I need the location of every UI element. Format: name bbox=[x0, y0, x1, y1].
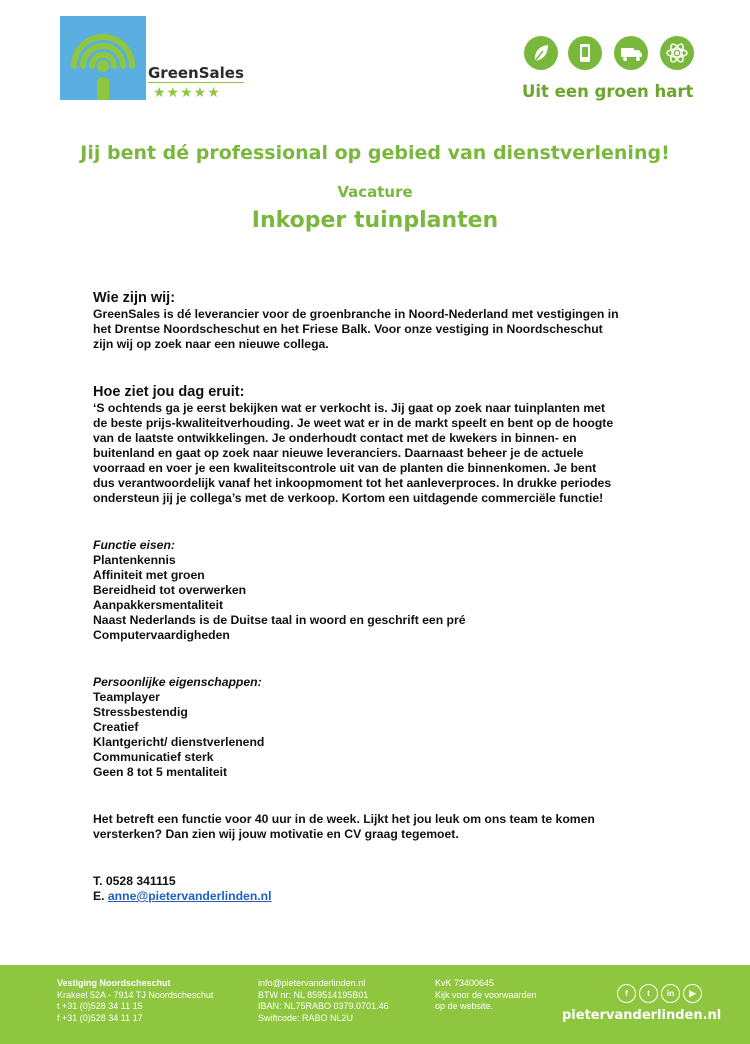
headline: Jij bent dé professional op gebied van dienstverlening! bbox=[80, 142, 670, 164]
contact-email-line bbox=[93, 889, 673, 904]
tagline-logo bbox=[518, 36, 698, 108]
footer-kvk bbox=[435, 978, 537, 1013]
text-line: zijn wij op zoek naar een nieuwe collega. bbox=[93, 337, 329, 351]
tagline: Uit een groen hart bbox=[522, 82, 694, 101]
text-line: van de laatste ontwikkelingen. Je onderhoudt contact met de kwekers in binnen- en bbox=[93, 431, 577, 445]
brand-name: GreenSales bbox=[148, 64, 244, 82]
list-item: Bereidheid tot overwerken bbox=[93, 583, 247, 597]
atom-icon bbox=[660, 36, 694, 70]
list-item: Communicatief sterk bbox=[93, 750, 214, 764]
traits-list bbox=[93, 690, 673, 780]
linkedin-icon[interactable]: in bbox=[661, 984, 680, 1003]
logo-mark bbox=[60, 16, 146, 100]
section-heading-who: Wie zijn wij: bbox=[93, 290, 176, 306]
social-links bbox=[617, 984, 705, 1004]
phone-icon bbox=[568, 36, 602, 70]
vacancy-label: Vacature bbox=[337, 183, 413, 201]
text-line: Het betreft een functie voor 40 uur in de week. Lijkt het jou leuk om ons team te komen bbox=[93, 812, 595, 826]
text-line: het Drentse Noordscheschut en het Friese Balk. Voor onze vestiging in Noordscheschut bbox=[93, 322, 603, 336]
text-line: buitenland en gaat op zoek naar nieuwe leveranciers. Daarnaast beheer je de actuele bbox=[93, 446, 584, 460]
list-item: Stressbestendig bbox=[93, 705, 188, 719]
leaf-icon bbox=[524, 36, 558, 70]
footer-line: KvK 73400645 bbox=[435, 978, 495, 988]
text-line: voorraad en voer je een kwaliteitscontrole uit van de planten die binnenkomen. Je bent bbox=[93, 461, 597, 475]
list-item: Geen 8 tot 5 mentaliteit bbox=[93, 765, 228, 779]
section-who-text bbox=[93, 307, 673, 352]
email-prefix: E. bbox=[93, 889, 105, 903]
text-line: GreenSales is dé leverancier voor de groenbranche in Noord-Nederland met vestigingen in bbox=[93, 307, 619, 321]
list-item: Aanpakkersmentaliteit bbox=[93, 598, 224, 612]
text-line: de beste prijs-kwaliteitverhouding. Je weet wat er in de markt speelt en bent op de hoogte bbox=[93, 416, 614, 430]
requirements-list bbox=[93, 553, 673, 643]
footer-email[interactable]: info@pietervanderlinden.nl bbox=[258, 978, 366, 988]
section-heading-traits: Persoonlijke eigenschappen: bbox=[93, 675, 262, 689]
footer-line: t +31 (0)528 34 11 15 bbox=[57, 1001, 143, 1011]
footer-company-info bbox=[258, 978, 389, 1024]
contact-block bbox=[93, 874, 673, 904]
truck-icon bbox=[614, 36, 648, 70]
text-line: versterken? Dan zien wij jouw motivatie en CV graag tegemoet. bbox=[93, 827, 459, 841]
list-item: Teamplayer bbox=[93, 690, 160, 704]
footer-line: BTW nr: NL 859514195B01 bbox=[258, 989, 369, 1000]
list-item: Plantenkennis bbox=[93, 553, 176, 567]
footer-line: op de website. bbox=[435, 1001, 494, 1011]
section-heading-day: Hoe ziet jou dag eruit: bbox=[93, 384, 245, 400]
brand-underline bbox=[148, 82, 244, 83]
footer-location-title: Vestiging Noordscheschut bbox=[57, 978, 171, 988]
list-item: Klantgericht/ dienstverlenend bbox=[93, 735, 265, 749]
vacancy-content bbox=[93, 290, 673, 904]
footer-line: IBAN: NL75RABO 0379.0701.46 bbox=[258, 1001, 389, 1011]
footer-website[interactable]: pietervanderlinden.nl bbox=[562, 1008, 722, 1023]
contact-phone: T. 0528 341115 bbox=[93, 874, 176, 888]
youtube-icon[interactable]: ▶ bbox=[683, 984, 702, 1003]
footer-line: Swiftcode: RABO NL2U bbox=[258, 1012, 354, 1023]
footer bbox=[0, 965, 750, 1044]
footer-line: Kijk voor de voorwaarden bbox=[435, 989, 537, 1000]
brand-stars: ★★★★★ bbox=[153, 84, 221, 100]
facebook-icon[interactable]: f bbox=[617, 984, 636, 1003]
footer-line: Krakeel 52A - 7914 TJ Noordscheschut bbox=[57, 989, 214, 1000]
text-line: ondersteun jij je collega’s met de verkoop. Kortom een uitdagende commerciële functie! bbox=[93, 491, 604, 505]
footer-line: f +31 (0)528 34 11 17 bbox=[57, 1012, 143, 1023]
list-item: Computervaardigheden bbox=[93, 628, 230, 642]
greensales-logo bbox=[60, 16, 245, 102]
job-title: Inkoper tuinplanten bbox=[251, 208, 499, 233]
twitter-icon[interactable]: t bbox=[639, 984, 658, 1003]
list-item: Affiniteit met groen bbox=[93, 568, 205, 582]
footer-address bbox=[57, 978, 213, 1024]
section-heading-requirements: Functie eisen: bbox=[93, 538, 175, 552]
list-item: Naast Nederlands is de Duitse taal in woord en geschrift een pré bbox=[93, 613, 466, 627]
text-line: dus verantwoordelijk vanaf het inkoopmoment tot het aanleverproces. In drukke periodes bbox=[93, 476, 612, 490]
email-link[interactable]: anne@pietervanderlinden.nl bbox=[107, 889, 272, 903]
list-item: Creatief bbox=[93, 720, 139, 734]
text-line: ‘S ochtends ga je eerst bekijken wat er verkocht is. Jij gaat op zoek naar tuinplanten met bbox=[93, 401, 606, 415]
signal-person-icon bbox=[60, 16, 146, 100]
section-day-text bbox=[93, 401, 673, 506]
closing-text bbox=[93, 812, 673, 842]
